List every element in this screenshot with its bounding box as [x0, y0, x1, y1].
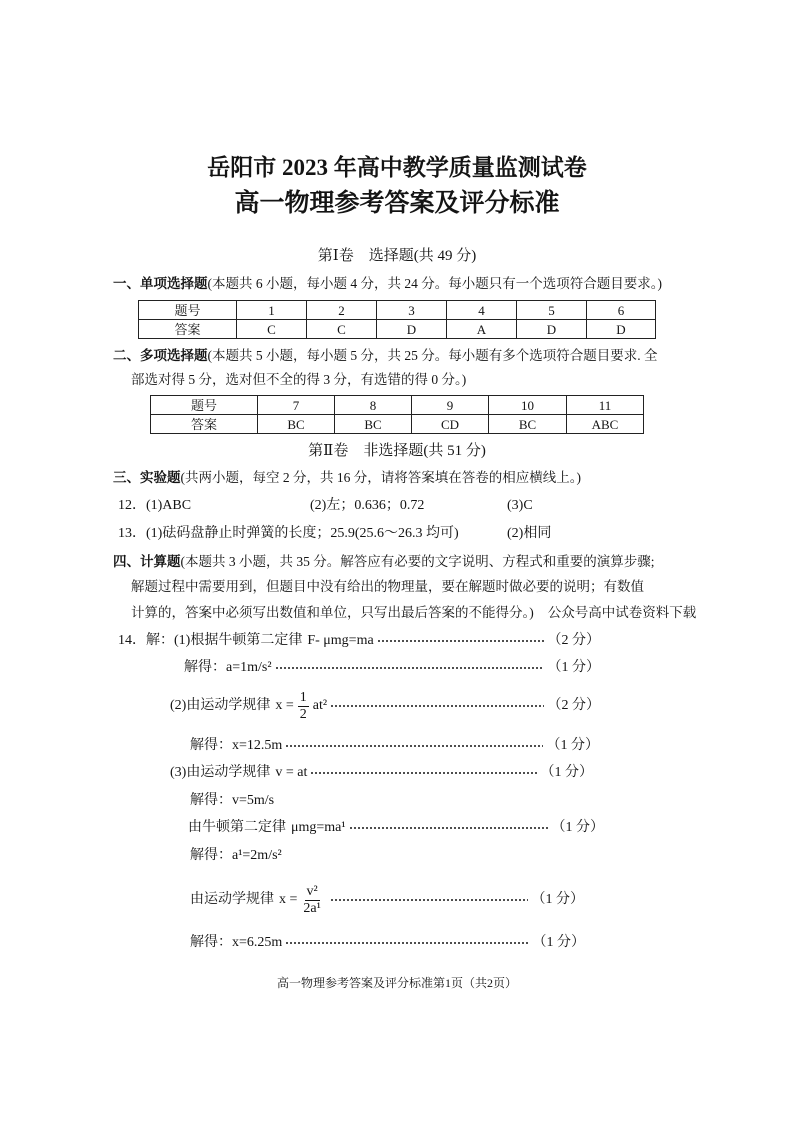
table-cell: BC — [258, 415, 335, 434]
dot-leader — [350, 826, 548, 830]
table-cell: 7 — [258, 396, 335, 415]
page-footer: 高一物理参考答案及评分标准第1页（共2页） — [276, 976, 517, 990]
step-text: 解得： — [190, 793, 232, 808]
answer-part — [118, 497, 191, 515]
step-score: （1 分） — [551, 820, 604, 835]
step-score: （1 分） — [540, 765, 593, 780]
step-score: （1 分） — [547, 660, 600, 675]
table-cell: A — [447, 320, 517, 339]
row-label-cell: 答案 — [139, 320, 237, 339]
section-label: 一、单项选择题 — [113, 276, 208, 292]
section-instructions: 计算的，答案中必须写出数值和单位，只写出最后答案的不能得分。) — [131, 605, 534, 620]
question-number: 12． — [118, 498, 146, 513]
dot-leader — [276, 666, 544, 670]
step-score: （2 分） — [547, 633, 600, 648]
dot-leader — [378, 639, 544, 643]
dot-leader — [286, 941, 528, 945]
step-formula: a=1m/s² — [226, 660, 272, 675]
table-row-question-numbers — [151, 396, 644, 415]
table-cell: 2 — [307, 301, 377, 320]
section-instructions: (本题共 5 小题，每小题 5 分，共 25 分。每小题有多个选项符合题目要求. 全 — [207, 348, 658, 363]
answer-part-2: (2)相同 — [507, 526, 552, 541]
dot-leader — [331, 898, 528, 902]
table-cell: C — [237, 320, 307, 339]
question-12-answer — [0, 497, 794, 515]
fraction-numerator: 1 — [299, 689, 307, 705]
step-formula-rhs: at² — [312, 698, 328, 713]
step-text: 由运动学规律 — [190, 892, 274, 907]
table-cell: 9 — [412, 396, 489, 415]
table-cell: 1 — [237, 301, 307, 320]
table-cell: 3 — [377, 301, 447, 320]
q14-step-4 — [190, 737, 599, 755]
section-label: 三、实验题 — [113, 470, 181, 486]
single-choice-header — [113, 275, 662, 294]
answer-part — [118, 525, 459, 543]
section-instructions: (共两小题，每空 2 分，共 16 分，请将答案填在答卷的相应横线上。) — [180, 470, 581, 485]
step-text: (3)由运动学规律 — [170, 765, 271, 780]
exam-title: 岳阳市 2023 年高中教学质量监测试卷 — [207, 155, 587, 180]
section-label: 四、计算题 — [113, 554, 181, 570]
section-instructions: 部选对得 5 分，选对但不全的得 3 分，有选错的得 0 分。) — [131, 372, 467, 387]
step-formula: F- μmg=ma — [307, 633, 374, 648]
step-score: （1 分） — [531, 892, 584, 907]
step-formula: a¹=2m/s² — [232, 848, 282, 863]
q14-step-8 — [190, 847, 282, 865]
table-cell: D — [517, 320, 587, 339]
source-note: 公众号高中试卷资料下载 — [547, 605, 697, 620]
step-score: （1 分） — [546, 738, 599, 753]
row-label-cell: 答案 — [151, 415, 258, 434]
step-formula-lhs: x = — [279, 892, 298, 907]
table-cell: 5 — [517, 301, 587, 320]
step-formula-lhs: x = — [275, 698, 294, 713]
question-number: 14． — [118, 633, 146, 648]
step-text: (2)由运动学规律 — [170, 698, 271, 713]
table-row-answers — [139, 320, 656, 339]
step-text: 解：(1)根据牛顿第二定律 — [146, 633, 303, 648]
step-formula: μmg=ma¹ — [291, 820, 346, 835]
step-score: （1 分） — [532, 935, 585, 950]
part1-heading: 第Ⅰ卷 选择题(共 49 分) — [317, 248, 477, 264]
table-row-answers — [151, 415, 644, 434]
answer-part-1: (1)砝码盘静止时弹簧的长度；25.9(25.6～26.3 均可) — [146, 526, 459, 541]
fraction-numerator: v² — [306, 883, 318, 899]
step-text: 解得： — [190, 935, 232, 950]
multi-choice-header — [113, 347, 658, 366]
table-cell: BC — [489, 415, 567, 434]
dot-leader — [311, 771, 536, 775]
table-cell: ABC — [567, 415, 644, 434]
calculation-header — [113, 553, 655, 572]
part2-heading: 第Ⅱ卷 非选择题(共 51 分) — [308, 443, 486, 459]
section-label: 二、多项选择题 — [113, 348, 208, 364]
answer-part-1: (1)ABC — [146, 498, 192, 513]
q14-step-6 — [190, 792, 274, 810]
document-subtitle: 高一物理参考答案及评分标准 — [234, 188, 560, 217]
multi-choice-instructions-continued — [131, 371, 466, 390]
fraction-denominator: 2a¹ — [303, 900, 321, 916]
calculation-instructions-continued — [131, 578, 644, 597]
q14-step-7 — [188, 819, 604, 837]
step-score: （2 分） — [547, 698, 600, 713]
step-formula: v = at — [275, 765, 308, 780]
dot-leader — [331, 704, 543, 708]
table-cell: 10 — [489, 396, 567, 415]
table-cell: 8 — [335, 396, 412, 415]
step-text: 解得： — [184, 660, 226, 675]
q14-step-5 — [170, 764, 593, 782]
question-number: 13． — [118, 526, 146, 541]
table-cell: 4 — [447, 301, 517, 320]
dot-leader — [286, 744, 542, 748]
section-instructions: (本题共 6 小题，每小题 4 分，共 24 分。每小题只有一个选项符合题目要求。) — [207, 276, 662, 291]
fraction-denominator: 2 — [299, 706, 307, 722]
question-13-answer — [0, 525, 794, 543]
table-cell: BC — [335, 415, 412, 434]
step-formula: v=5m/s — [232, 793, 275, 808]
section-instructions: (本题共 3 小题，共 35 分。解答应有必要的文字说明、方程式和重要的演算步骤; — [180, 554, 655, 569]
q14-step-2 — [184, 659, 600, 677]
step-text: 解得： — [190, 848, 232, 863]
q14-step-10 — [190, 934, 585, 952]
table-cell: D — [377, 320, 447, 339]
fraction — [298, 690, 309, 723]
table-cell: CD — [412, 415, 489, 434]
row-label-cell: 题号 — [139, 301, 237, 320]
step-text: 解得： — [190, 738, 232, 753]
q14-step-1 — [118, 632, 600, 650]
table-cell: 11 — [567, 396, 644, 415]
multi-choice-answer-table — [150, 395, 644, 434]
q14-step-3 — [170, 688, 600, 724]
table-cell: C — [307, 320, 377, 339]
experiment-header — [113, 469, 581, 488]
table-row-question-numbers — [139, 301, 656, 320]
step-formula: x=6.25m — [232, 935, 283, 950]
table-cell: D — [587, 320, 656, 339]
step-formula: x=12.5m — [232, 738, 283, 753]
single-choice-answer-table — [138, 300, 656, 339]
fraction — [301, 884, 322, 917]
section-instructions: 解题过程中需要用到，但题目中没有给出的物理量，要在解题时做必要的说明；有数值 — [131, 579, 644, 594]
step-text: 由牛顿第二定律 — [188, 820, 286, 835]
answer-part-2: (2)左；0.636；0.72 — [310, 498, 425, 513]
table-cell: 6 — [587, 301, 656, 320]
answer-part-3: (3)C — [507, 498, 533, 513]
calculation-instructions-continued — [131, 604, 696, 623]
q14-step-9 — [190, 876, 584, 924]
row-label-cell: 题号 — [151, 396, 258, 415]
